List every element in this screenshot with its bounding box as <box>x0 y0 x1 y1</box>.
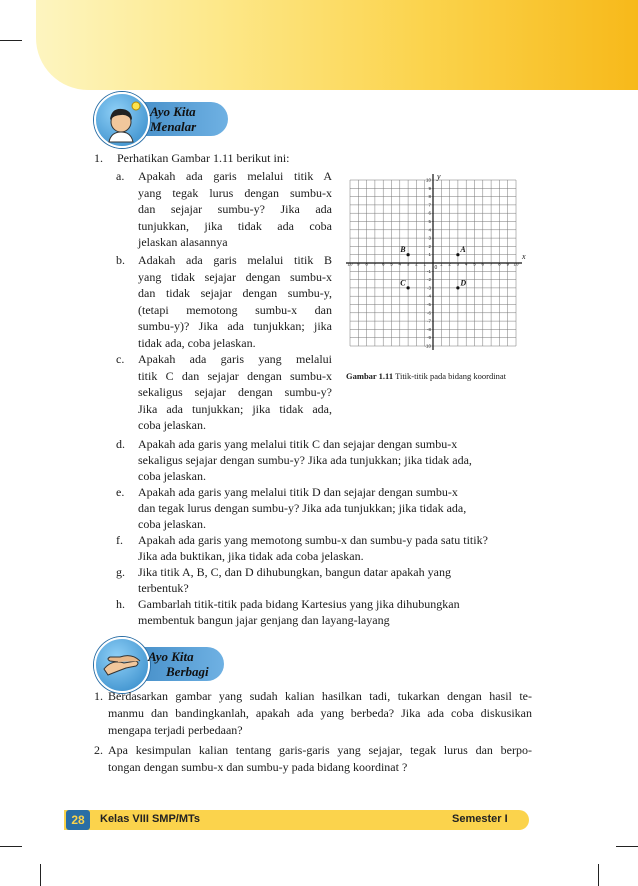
point-c <box>407 286 410 289</box>
x-tick-label: 7 <box>373 261 377 267</box>
header-banner <box>36 0 638 90</box>
item-text-line: mengapa terjadi perbedaan? <box>108 723 243 737</box>
origin-label: 0 <box>434 265 438 271</box>
x-tick-label: 5 <box>390 261 393 267</box>
y-tick-label: 2 <box>428 243 431 249</box>
y-tick-label: 7 <box>428 202 431 208</box>
x-tick-label: 7 <box>489 261 493 267</box>
item-text-line: coba jelaskan. <box>138 469 206 483</box>
question-number: 1. <box>94 151 103 165</box>
y-tick-label: -1 <box>426 268 431 274</box>
item-letter: b. <box>116 253 125 267</box>
y-tick-label: 6 <box>428 210 431 216</box>
item-text-line: titik C dan sejajar dengan sumbu-x <box>138 368 332 383</box>
item-text-line: Apakah ada garis yang memotong sumbu-x dan sumbu-y pada satu titik? <box>138 533 488 547</box>
x-tick-label: 9 <box>506 261 509 267</box>
item-text-line: Berdasarkan gambar yang sudah kalian hasilkan tadi, tukarkan dengan hasil te- <box>108 689 532 703</box>
y-tick-label: -8 <box>426 326 431 332</box>
footer-left-text: Kelas VIII SMP/MTs <box>100 813 201 825</box>
x-tick-label: 3 <box>456 261 460 267</box>
caption-label: Gambar 1.11 <box>346 371 394 381</box>
x-tick-label: 1 <box>440 261 443 267</box>
item-text-line: coba jelaskan. <box>138 517 206 531</box>
x-tick-label: 8 <box>498 261 501 267</box>
crop-mark <box>0 40 22 41</box>
item-letter: e. <box>116 485 125 499</box>
x-tick-label: 8 <box>365 261 368 267</box>
y-tick-label: 9 <box>428 185 431 191</box>
x-tick-label: 1 <box>423 261 426 267</box>
item-letter: 2. <box>94 743 103 757</box>
x-tick-label: 2 <box>448 261 451 267</box>
y-tick-label: -4 <box>426 293 431 299</box>
x-tick-label: 3 <box>406 261 410 267</box>
thinking-person-icon <box>94 92 150 148</box>
item-text-line: Gambarlah titik-titik pada bidang Kartesius yang jika dihubungkan <box>138 597 460 611</box>
x-tick-label: 6 <box>481 261 485 267</box>
y-tick-label: -3 <box>426 285 431 291</box>
point-b <box>407 253 410 256</box>
footer-right-text: Semester I <box>452 813 508 825</box>
item-text-line: tongan dengan sumbu-x dan sumbu-y pada bidang koordinat ? <box>108 760 408 774</box>
item-text-line: Apakah ada garis melalui titik A <box>138 169 332 183</box>
item-letter: g. <box>116 565 125 579</box>
x-tick-label: 10 <box>347 261 353 267</box>
item-text-line: dan sejajar sumbu-y? Jika ada <box>138 202 332 216</box>
item-text-line: (tetapi memotong sumbu-x dan <box>138 302 332 317</box>
item-text-line: manmu dan bandingkanlah, apakah ada yang berbeda? Jika ada coba diskusikan <box>108 706 532 720</box>
x-tick-label: 4 <box>464 261 468 267</box>
item-text-line: membentuk bangun jajar genjang dan layang-layang <box>138 613 390 627</box>
badge-line-1: Ayo Kita <box>150 104 196 119</box>
ayo-kita-berbagi-badge <box>120 647 224 681</box>
item-text-line: tunjukkan, jika tidak ada coba <box>138 218 332 233</box>
item-text-line: Apakah ada garis yang melalui <box>138 352 332 366</box>
y-tick-label: 1 <box>428 252 431 258</box>
item-text-line: sekaligus sejajar dengan sumbu-y? <box>138 385 332 399</box>
item-text-line: yang tegak lurus dengan sumbu-x <box>138 185 332 200</box>
coordinate-plane-figure <box>340 172 530 372</box>
item-text-line: sekaligus sejajar dengan sumbu-y? Jika ada tunjukkan; jika tidak ada, <box>138 453 472 467</box>
x-tick-label: 9 <box>357 261 360 267</box>
point-label: C <box>400 278 406 288</box>
item-text-line: yang tidak sejajar dengan sumbu-x <box>138 269 332 284</box>
y-tick-label: -2 <box>426 277 431 283</box>
point-label: B <box>400 245 406 255</box>
item-text-line: Apa kesimpulan kalian tentang garis-garis yang sejajar, tegak lurus dan berpo- <box>108 743 532 757</box>
item-text-line: terbentuk? <box>138 581 189 595</box>
item-text-line: Apakah ada garis yang melalui titik C dan sejajar dengan sumbu-x <box>138 437 458 451</box>
y-tick-label: 5 <box>428 219 431 224</box>
item-text-line: dan tidak sejajar dengan sumbu-y, <box>138 286 332 300</box>
item-text-line: coba jelaskan. <box>138 418 206 432</box>
item-letter: 1. <box>94 689 103 703</box>
x-tick-label: 5 <box>473 261 476 267</box>
y-tick-label: 10 <box>425 177 431 183</box>
item-letter: d. <box>116 437 125 451</box>
y-tick-label: 4 <box>428 227 431 233</box>
point-label: D <box>460 278 467 288</box>
item-text-line: dan tegak lurus dengan sumbu-y? Jika ada tunjukkan; jika tidak ada, <box>138 501 467 515</box>
x-tick-label: 2 <box>415 261 418 267</box>
crop-mark <box>0 846 22 847</box>
crop-mark <box>616 846 638 847</box>
x-tick-label: 6 <box>381 261 385 267</box>
item-text-line: Jika ada buktikan, jika tidak ada coba jelaskan. <box>138 549 364 563</box>
badge-line-2: Berbagi <box>166 664 209 679</box>
y-tick-label: 3 <box>428 235 431 241</box>
item-text-line: tidak ada, coba jelaskan. <box>138 335 256 350</box>
caption-text: Titik-titik pada bidang koordinat <box>395 371 506 381</box>
y-tick-label: -10 <box>424 343 431 349</box>
y-tick-label: 8 <box>428 194 431 200</box>
x-tick-label: 10 <box>513 261 519 267</box>
item-text-line: Adakah ada garis melalui titik B <box>138 253 332 267</box>
item-text-line: jelaskan alasannya <box>138 235 228 249</box>
item-letter: c. <box>116 352 125 366</box>
y-tick-label: -7 <box>426 318 431 324</box>
page-number: 28 <box>66 810 90 830</box>
item-letter: h. <box>116 597 125 611</box>
figure-caption <box>346 371 506 381</box>
item-text-line: Jika titik A, B, C, dan D dihubungkan, bangun datar apakah yang <box>138 565 451 579</box>
x-tick-label: 4 <box>398 261 402 267</box>
ayo-kita-menalar-badge <box>120 102 228 136</box>
point-d <box>456 286 459 289</box>
badge-line-1: Ayo Kita <box>148 649 194 664</box>
x-axis-label: x <box>522 252 526 261</box>
item-text-line: Jika ada tunjukkan; jika tidak ada, <box>138 401 332 416</box>
y-tick-label: -5 <box>426 302 431 307</box>
badge-line-2: Menalar <box>150 119 197 134</box>
sharing-hands-icon <box>94 637 150 693</box>
item-letter: a. <box>116 169 125 183</box>
y-axis-label: y <box>437 172 441 181</box>
crop-mark <box>40 864 41 886</box>
y-tick-label: -9 <box>426 335 431 341</box>
question-intro: Perhatikan Gambar 1.11 berikut ini: <box>117 151 290 165</box>
y-tick-label: -6 <box>426 310 431 316</box>
item-text-line: Apakah ada garis yang melalui titik D dan sejajar dengan sumbu-x <box>138 485 458 499</box>
item-letter: f. <box>116 533 123 547</box>
item-text-line: sumbu-y)? Jika ada tunjukkan; jika <box>138 319 332 333</box>
crop-mark <box>598 864 599 886</box>
point-a <box>456 253 459 256</box>
point-label: A <box>460 245 466 255</box>
